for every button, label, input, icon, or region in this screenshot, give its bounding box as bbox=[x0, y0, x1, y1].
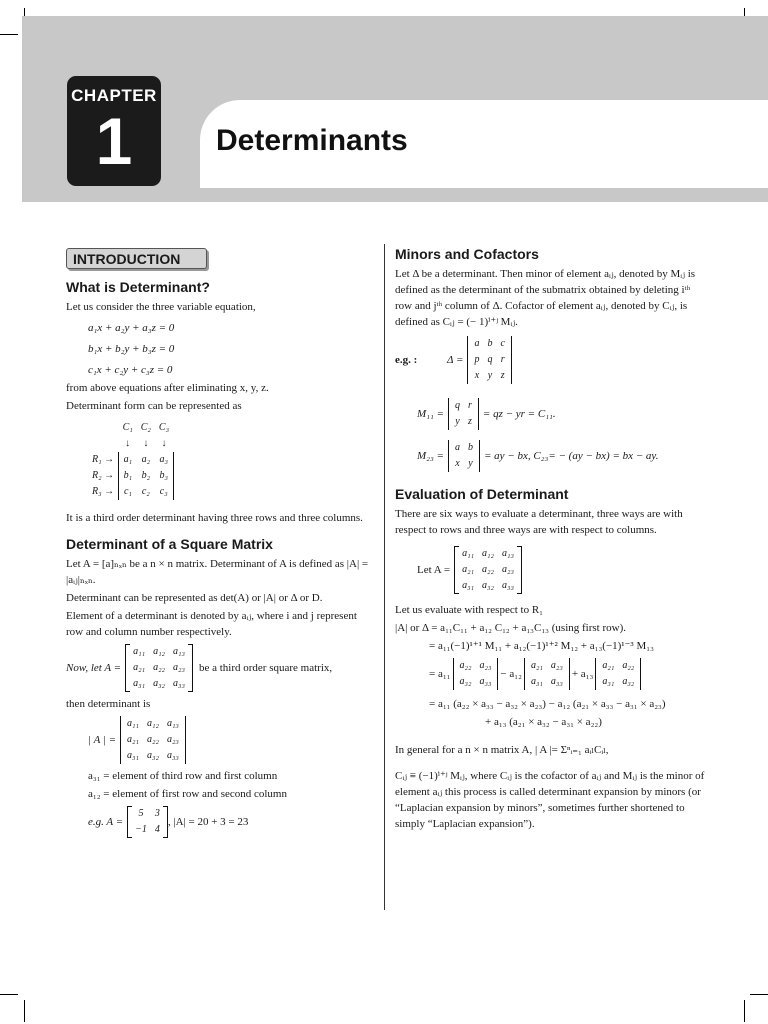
equation-1: a₁x + a₂y + a₃z = 0 bbox=[88, 322, 175, 334]
matrix-cell: a₃₁ bbox=[602, 676, 615, 687]
matrix-cell: c₃ bbox=[155, 484, 173, 500]
arrow-down-icon: ↓ bbox=[143, 438, 149, 449]
chapter-label: CHAPTER bbox=[71, 86, 157, 105]
crop-mark bbox=[24, 1000, 25, 1022]
row-label: R₂ → bbox=[88, 468, 119, 484]
matrix-cell: a₁₁ bbox=[462, 548, 475, 559]
matrix-cell: b bbox=[467, 442, 473, 453]
heading-evaluation: Evaluation of Determinant bbox=[395, 486, 569, 502]
note-a12: a₁₂ = element of first row and second column bbox=[88, 788, 287, 800]
chapter-number: 1 bbox=[95, 104, 133, 178]
matrix-cell: a₂₃ bbox=[479, 660, 492, 671]
heading-square-matrix: Determinant of a Square Matrix bbox=[66, 536, 273, 552]
right-column bbox=[395, 240, 705, 834]
matrix-cell: a₁₂ bbox=[153, 646, 166, 657]
example-matrix bbox=[88, 806, 376, 838]
delta-example bbox=[395, 336, 705, 384]
determinant-a bbox=[88, 716, 376, 764]
matrix-cell: a₃₁ bbox=[462, 580, 475, 591]
term-a13: + a₁₃ bbox=[571, 668, 594, 680]
matrix-cell: r bbox=[467, 400, 472, 411]
matrix-a bbox=[125, 644, 193, 692]
matrix-cell: a₂₁ bbox=[602, 660, 615, 671]
example-label: e.g. A = bbox=[88, 816, 124, 828]
matrix-cell: x bbox=[474, 370, 480, 381]
arrow-down-icon: ↓ bbox=[125, 438, 131, 449]
para-evaluate-r1: Let us evaluate with respect to R₁ bbox=[395, 604, 544, 616]
column-divider bbox=[384, 244, 385, 910]
para-cofactor-def: Cᵢⱼ ≡ (−1)ⁱ⁺ʲ Mᵢⱼ, where Cᵢⱼ is the cofactor of aᵢⱼ and Mᵢⱼ is the minor of element aᵢⱼ this process is called determinant expansion by minors (or “Laplacian expansion by minors”, sometimes further shortened to simply “Laplacian expansion”). bbox=[395, 770, 705, 830]
matrix-cell: a₂₂ bbox=[482, 564, 494, 575]
crop-mark bbox=[0, 34, 18, 35]
row-label: R₃ → bbox=[88, 484, 119, 500]
para-consider: Let us consider the three variable equation, bbox=[66, 301, 256, 313]
matrix-cell: a₁₂ bbox=[482, 548, 494, 559]
term-a12: − a₁₂ bbox=[500, 668, 522, 680]
let-a-label: Let A = bbox=[417, 564, 451, 576]
equation-3: c₁x + c₂y + c₃z = 0 bbox=[88, 364, 173, 376]
matrix-cell: a bbox=[474, 338, 480, 349]
matrix-cell: c₂ bbox=[141, 486, 150, 497]
para-representation: Determinant can be represented as det(A) or |A| or Δ or D. bbox=[66, 592, 323, 604]
matrix-cell: q bbox=[454, 400, 460, 411]
example-result: , |A| = 20 + 3 = 23 bbox=[167, 816, 249, 828]
matrix-cell: c bbox=[500, 338, 505, 349]
matrix-cell: a₃₃ bbox=[502, 580, 514, 591]
matrix-cell: r bbox=[500, 354, 505, 365]
arrow-down-icon: ↓ bbox=[161, 438, 167, 449]
para-first-row: |A| or Δ = a₁₁C₁₁ + a₁₂ C₁₂ + a₁₃C₁₃ (using first row). bbox=[395, 622, 627, 634]
matrix-cell: q bbox=[487, 354, 493, 365]
minor-matrix-3 bbox=[595, 658, 641, 690]
matrix-cell: a₂₁ bbox=[530, 660, 543, 671]
m11-equation bbox=[417, 398, 705, 430]
matrix-cell: 5 bbox=[138, 808, 144, 819]
crop-mark bbox=[744, 1000, 745, 1022]
col-label: C₃ bbox=[158, 422, 170, 433]
matrix-cell: p bbox=[474, 354, 480, 365]
matrix-cell: a₃₂ bbox=[147, 750, 159, 761]
chapter-title: Determinants bbox=[216, 124, 408, 157]
term-a11: = a₁₁ bbox=[429, 668, 451, 680]
matrix-cell: a₃₁ bbox=[133, 678, 146, 689]
note-a31: a₃₁ = element of third row and first column bbox=[88, 770, 278, 782]
matrix-cell: a₂₃ bbox=[550, 660, 563, 671]
matrix-cell: a₂₃ bbox=[166, 734, 179, 745]
matrix-cell: y bbox=[468, 458, 473, 469]
matrix-cell: a₁₃ bbox=[173, 646, 185, 657]
matrix-cell: a₂₁ bbox=[133, 662, 146, 673]
matrix-cell: a₂₃ bbox=[173, 662, 185, 673]
m23-result: = ay − bx, C₂₃= − (ay − bx) = bx − ay. bbox=[483, 450, 659, 462]
matrix-cell: a₃₂ bbox=[153, 678, 166, 689]
matrix-cell: a₂₂ bbox=[147, 734, 159, 745]
matrix-cell: a₃₃ bbox=[173, 678, 185, 689]
matrix-cell: y bbox=[487, 370, 493, 381]
matrix-cell: a₃₃ bbox=[166, 750, 179, 761]
matrix-cell: a₁ bbox=[123, 454, 133, 465]
crop-mark bbox=[750, 994, 768, 995]
crop-mark bbox=[0, 994, 18, 995]
example-matrix-values bbox=[127, 806, 168, 838]
matrix-cell: a₃₁ bbox=[127, 750, 139, 761]
matrix-cell: a₁₁ bbox=[127, 718, 139, 729]
now-let-label: Now, let A = bbox=[66, 662, 122, 674]
delta-matrix bbox=[467, 336, 511, 384]
matrix-cell: x bbox=[455, 458, 460, 469]
para-then: then determinant is bbox=[66, 698, 151, 710]
m11-label: M₁₁ = bbox=[417, 408, 444, 420]
eval-matrix-a bbox=[454, 546, 522, 594]
eg-label: e.g. : bbox=[395, 354, 418, 366]
m11-matrix bbox=[448, 398, 479, 430]
det-a-label: | A | = bbox=[88, 734, 117, 746]
para-minors: Let Δ be a determinant. Then minor of element aᵢⱼ, denoted by Mᵢⱼ is defined as the determinant of the submatrix obtained by deleting iᵗʰ row and jᵗʰ column of Δ. Cofactor of element aᵢⱼ, denoted by Cᵢⱼ, is defined as Cᵢⱼ = (− 1)ⁱ⁺ʲ Mᵢⱼ. bbox=[395, 268, 696, 328]
matrix-cell: a₂₂ bbox=[622, 660, 635, 671]
matrix-a-definition bbox=[66, 644, 376, 692]
para-third-order: It is a third order determinant having three rows and three columns. bbox=[66, 512, 363, 524]
matrix-cell: a₂₂ bbox=[459, 660, 472, 671]
matrix-cell: y bbox=[455, 416, 460, 427]
introduction-badge: INTRODUCTION bbox=[66, 248, 207, 269]
matrix-cell: a₂₁ bbox=[127, 734, 139, 745]
matrix-cell: a bbox=[454, 442, 460, 453]
heading-what-is-determinant: What is Determinant? bbox=[66, 279, 210, 295]
matrix-cell: a₃₃ bbox=[479, 676, 492, 687]
matrix-cell: a₂ bbox=[141, 454, 151, 465]
heading-minors-cofactors: Minors and Cofactors bbox=[395, 246, 539, 262]
matrix-cell: b₂ bbox=[141, 470, 151, 481]
matrix-cell: a₃₃ bbox=[550, 676, 563, 687]
expansion-line-2 bbox=[429, 658, 705, 690]
chapter-box bbox=[67, 76, 161, 186]
para-evaluation: There are six ways to evaluate a determinant, three ways are with respect to rows and three ways are with respect to columns. bbox=[395, 508, 683, 536]
expansion-line-1: = a₁₁(−1)¹⁺¹ M₁₁ + a₁₂(−1)¹⁺² M₁₂ + a₁₃(−1)¹⁻³ M₁₃ bbox=[429, 640, 654, 652]
para-general: In general for a n × n matrix A, | A |= Σⁿᵢ₌₁ aᵢₗCᵢₗ, bbox=[395, 744, 609, 756]
matrix-cell: −1 bbox=[135, 824, 147, 835]
para-form: Determinant form can be represented as bbox=[66, 400, 242, 412]
equation-2: b₁x + b₂y + b₃z = 0 bbox=[88, 343, 175, 355]
matrix-cell: z bbox=[500, 370, 505, 381]
para-element: Element of a determinant is denoted by aᵢⱼ, where i and j represent row and column number respectively. bbox=[66, 610, 357, 638]
matrix-cell: a₁₁ bbox=[133, 646, 146, 657]
m23-label: M₂₃ = bbox=[417, 450, 444, 462]
matrix-cell: a₃₂ bbox=[459, 676, 472, 687]
m23-matrix bbox=[448, 440, 480, 472]
matrix-cell: a₁₂ bbox=[147, 718, 159, 729]
matrix-cell: a₃₁ bbox=[530, 676, 543, 687]
left-column bbox=[66, 240, 376, 842]
matrix-cell: a₁₃ bbox=[502, 548, 514, 559]
matrix-cell: b₁ bbox=[123, 470, 133, 481]
det-a-matrix bbox=[120, 716, 186, 764]
matrix-cell: a₃₂ bbox=[622, 676, 635, 687]
matrix-cell: b₃ bbox=[155, 468, 173, 484]
row-label: R₁ → bbox=[88, 452, 119, 468]
expansion-line-3: = a₁₁ (a₂₂ × a₃₃ − a₃₂ × a₂₃) − a₁₂ (a₂₁ × a₃₃ − a₃₁ × a₂₃) bbox=[429, 698, 666, 710]
matrix-cell: a₂₁ bbox=[462, 564, 475, 575]
col-label: C₁ bbox=[122, 422, 133, 433]
matrix-cell: z bbox=[467, 416, 472, 427]
minor-matrix-1 bbox=[453, 658, 499, 690]
matrix-cell: c₁ bbox=[123, 486, 132, 497]
matrix-cell: a₃ bbox=[155, 452, 173, 468]
matrix-cell: a₂₂ bbox=[153, 662, 166, 673]
para-square-def: Let A = [a]ₙₓₙ be a n × n matrix. Determinant of A is defined as |A| = |aᵢⱼ|ₙₓₙ. bbox=[66, 558, 369, 586]
col-label: C₂ bbox=[140, 422, 151, 433]
matrix-cell: a₃₂ bbox=[482, 580, 494, 591]
matrix-cell: 3 bbox=[154, 808, 160, 819]
delta-label: Δ = bbox=[447, 354, 464, 366]
minor-matrix-2 bbox=[524, 658, 570, 690]
matrix-cell: a₂₃ bbox=[502, 564, 514, 575]
para-eliminating: from above equations after eliminating x, y, z. bbox=[66, 382, 269, 394]
matrix-cell: a₁₃ bbox=[166, 718, 179, 729]
matrix-cell: b bbox=[487, 338, 493, 349]
matrix-cell: 4 bbox=[154, 824, 160, 835]
row-column-diagram bbox=[88, 420, 376, 500]
m11-result: = qz − yr = C₁₁. bbox=[482, 408, 556, 420]
let-a-matrix bbox=[417, 546, 705, 594]
expansion-line-4: + a₁₃ (a₂₁ × a₃₂ − a₃₁ × a₂₂) bbox=[485, 716, 602, 728]
be-third-order-text: be a third order square matrix, bbox=[198, 662, 333, 674]
m23-equation bbox=[417, 440, 705, 472]
